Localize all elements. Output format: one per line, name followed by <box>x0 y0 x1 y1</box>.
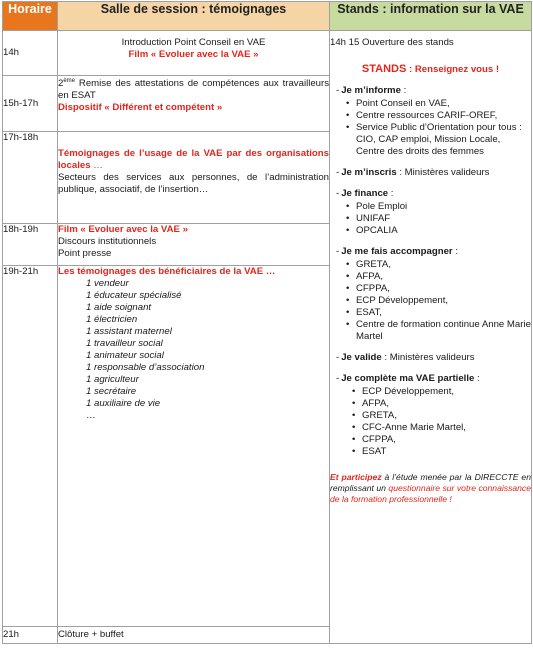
time-cell: 15h-17h <box>3 76 58 132</box>
dash: - <box>336 373 340 384</box>
section-tail: : <box>452 246 458 257</box>
stands-opening: 14h 15 Ouverture des stands <box>330 37 454 48</box>
list-item: • Point Conseil en VAE, <box>346 98 531 110</box>
header-horaire: Horaire <box>3 2 58 31</box>
discours-line: Discours institutionnels <box>58 236 157 247</box>
dispositif-line: Dispositif « Différent et compétent » <box>58 102 223 113</box>
list-item: • AFPA, <box>352 398 531 410</box>
list-item: 1 auxiliaire de vie <box>86 398 161 409</box>
stands-title-main: STANDS <box>361 63 407 75</box>
session-cell <box>58 76 330 132</box>
list-item: • CFPPA, <box>352 434 531 446</box>
list-item: • GRETA, <box>346 259 531 271</box>
time-cell: 18h-19h <box>3 224 58 266</box>
section-tail: : <box>388 188 394 199</box>
ordinal: 2 <box>58 78 64 89</box>
stands-section <box>330 167 531 179</box>
film-line: Film « Evoluer avec la VAE » <box>128 49 259 60</box>
header-row <box>3 2 532 31</box>
time-cell: 19h-21h <box>3 266 58 627</box>
stands-section-heading <box>330 246 531 258</box>
row-14h <box>3 31 532 76</box>
list-item: • AFPA, <box>346 271 531 283</box>
film-line: Film « Evoluer avec la VAE » <box>58 224 188 235</box>
note-text: à l’étude menée par la DIRECCTE en remplissant un <box>330 472 531 493</box>
dash: - <box>336 188 340 199</box>
list-item: • UNIFAF <box>346 213 531 225</box>
header-stands: Stands : information sur la VAE <box>330 2 532 31</box>
list-item: 1 éducateur spécialisé <box>86 290 182 301</box>
section-title: Je m’informe <box>341 85 401 96</box>
agenda-table <box>2 1 532 644</box>
list-item: • ECP Développement, <box>346 295 531 307</box>
stands-section <box>330 352 531 364</box>
section-title: Je finance <box>341 188 389 199</box>
stands-section-heading <box>330 85 531 97</box>
intro-line: Introduction Point Conseil en VAE <box>121 37 266 48</box>
section-tail: : <box>400 85 407 96</box>
list-item: 1 animateur social <box>86 350 164 361</box>
stands-title-sub: : Renseignez vous ! <box>406 64 500 75</box>
list-item: • ECP Développement, <box>352 386 531 398</box>
dash: - <box>336 352 340 363</box>
presse-line: Point presse <box>58 248 112 259</box>
list-item: 1 électricien <box>86 314 138 325</box>
stands-list <box>330 98 531 158</box>
section-title: Je valide <box>341 352 382 363</box>
stands-section-heading <box>330 167 531 179</box>
stands-section-heading <box>330 188 531 200</box>
section-title: Je complète ma VAE partielle <box>341 373 475 384</box>
list-item: 1 travailleur social <box>86 338 163 349</box>
beneficiaires-title: Les témoignages des bénéficiaires de la VAE … <box>58 266 276 277</box>
stands-section-heading <box>330 373 531 385</box>
survey-note <box>330 472 531 505</box>
list-item: 1 responsable d’association <box>86 362 205 373</box>
section-tail: : Ministères valideurs <box>381 352 475 363</box>
stands-list <box>330 201 531 237</box>
note-bold: Et participez <box>330 472 382 482</box>
temoignages-orgs <box>58 148 329 172</box>
dash: - <box>336 85 340 96</box>
stands-cell <box>330 31 532 644</box>
list-item: 1 agriculteur <box>86 374 139 385</box>
stands-section <box>330 373 531 458</box>
stands-section-heading <box>330 352 531 364</box>
list-item: • GRETA, <box>352 410 531 422</box>
session-cell: Clôture + buffet <box>58 627 330 644</box>
stands-sections <box>330 85 531 458</box>
list-item: • ESAT, <box>346 307 531 319</box>
stands-section <box>330 246 531 343</box>
list-item: 1 vendeur <box>86 278 129 289</box>
list-item: • ESAT <box>352 446 531 458</box>
section-tail: : <box>474 373 480 384</box>
stands-list <box>330 259 531 343</box>
attestation-text <box>58 78 329 102</box>
list-item: • Centre ressources CARIF-OREF, <box>346 110 531 122</box>
session-cell <box>58 132 330 224</box>
session-cell <box>58 31 330 76</box>
section-title: Je m’inscris <box>341 167 397 178</box>
header-salle: Salle de session : témoignages <box>58 2 330 31</box>
ordinal-sup: ème <box>63 77 76 84</box>
section-title: Je me fais accompagner <box>341 246 453 257</box>
stands-section <box>330 85 531 158</box>
list-item: 1 aide soignant <box>86 302 152 313</box>
list-item: • CFPPA, <box>346 283 531 295</box>
beneficiaires-list <box>58 278 329 422</box>
list-item: • Centre de formation continue Anne Marie Martel <box>346 319 531 343</box>
list-item: • CFC-Anne Marie Martel, <box>352 422 531 434</box>
list-item: • Service Public d’Orientation pour tous : CIO, CAP emploi, Mission Locale, Centre des droits des femmes <box>346 122 531 158</box>
stands-title <box>330 63 531 76</box>
session-cell <box>58 266 330 627</box>
dash: - <box>336 246 340 257</box>
stands-section <box>330 188 531 237</box>
list-item: • OPCALIA <box>346 225 531 237</box>
attestation-body: Remise des attestations de compétences aux travailleurs en ESAT <box>58 78 329 101</box>
temoignages-orgs-ellipsis: … <box>90 160 103 171</box>
list-item: 1 assistant maternel <box>86 326 172 337</box>
time-cell: 21h <box>3 627 58 644</box>
stands-list <box>330 386 531 458</box>
session-cell <box>58 224 330 266</box>
time-cell: 14h <box>3 31 58 76</box>
time-cell: 17h-18h <box>3 132 58 224</box>
list-item: … <box>86 410 96 421</box>
section-tail: : Ministères valideurs <box>396 167 490 178</box>
questionnaire-link[interactable]: questionnaire sur votre connaissance de la formation professionnelle ! <box>330 483 531 504</box>
dash: - <box>336 167 340 178</box>
list-item: 1 secrétaire <box>86 386 137 397</box>
list-item: • Pole Emploi <box>346 201 531 213</box>
secteurs-text: Secteurs des services aux personnes, de l’administration publique, associatif, de l’insertion… <box>58 172 329 195</box>
temoignages-orgs-title: Témoignages de l’usage de la VAE par des organisations locales <box>58 148 329 171</box>
